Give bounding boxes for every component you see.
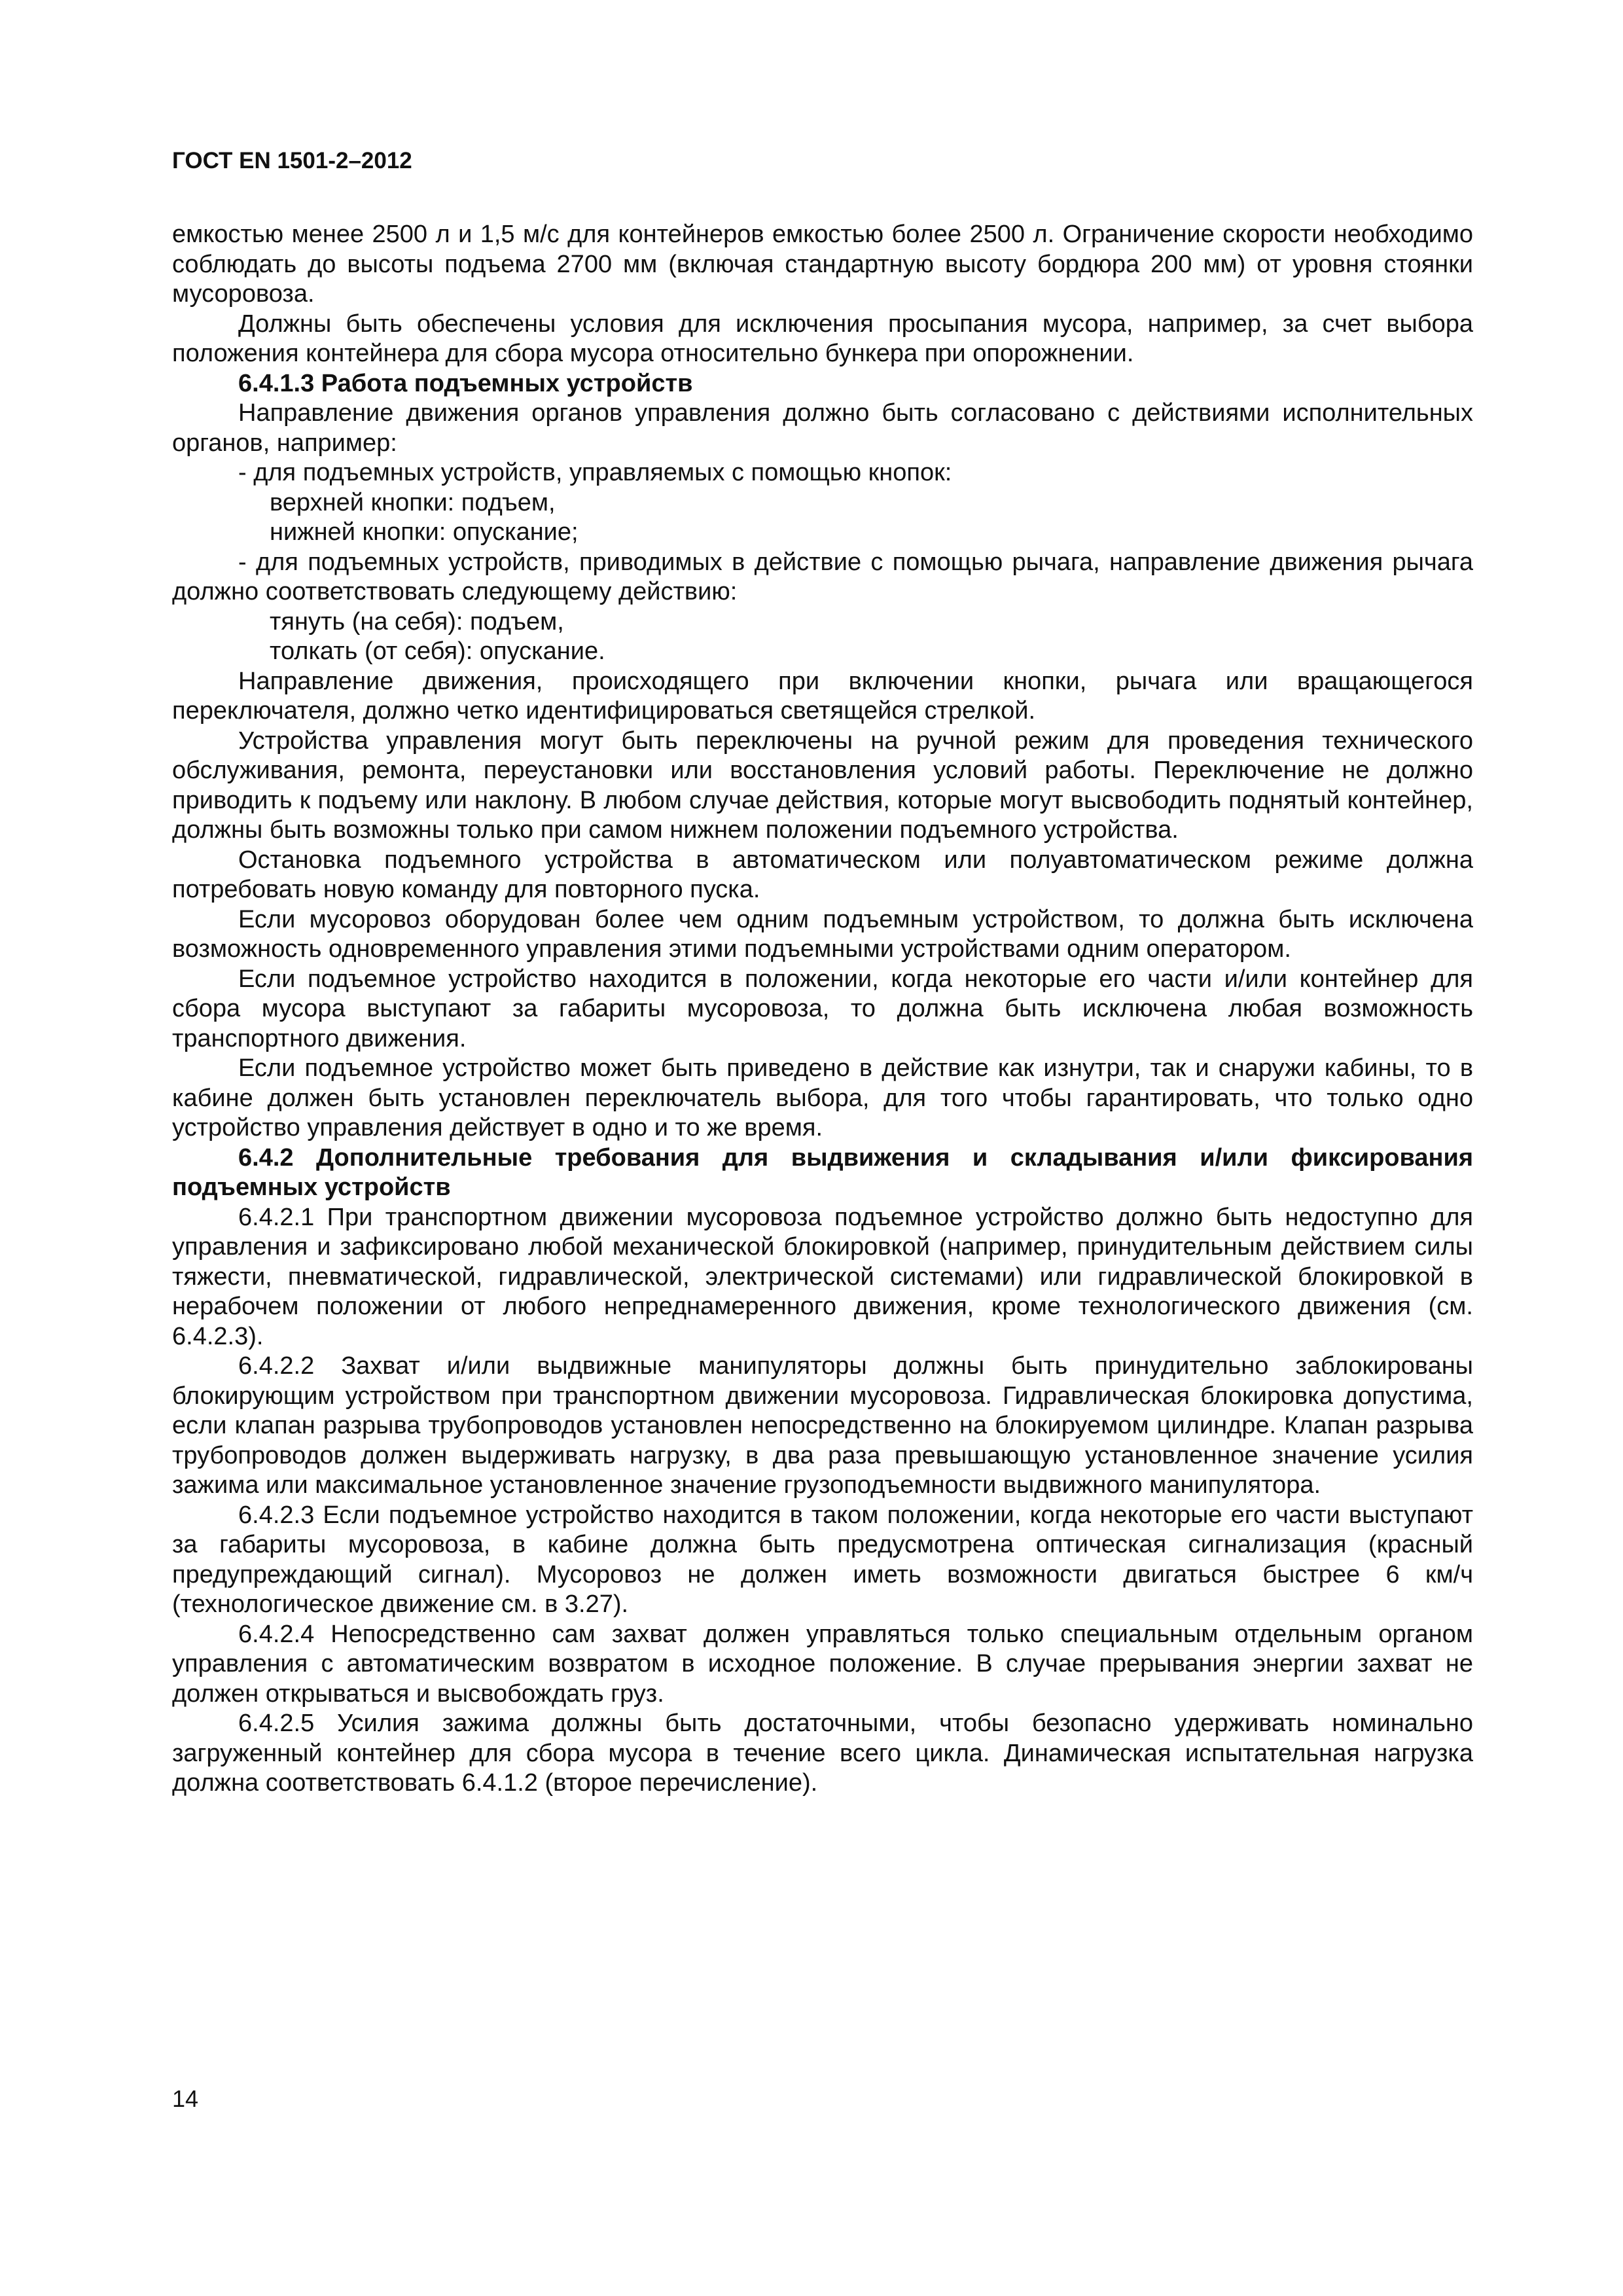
list-item: - для подъемных устройств, управляемых с помощью кнопок: [238, 459, 952, 486]
paragraph: Устройства управления могут быть переключены на ручной режим для проведения технического обслуживания, ремонта, переустановки или восстановления условий работы. Переключение не должно приводить к подъему или наклону. В любом случае действия, которые могут высвободить поднятый контейнер, должны быть возможны только при самом нижнем положении подъемного устройства. [172, 726, 1473, 844]
document-body [172, 220, 1473, 1799]
paragraph: 6.4.2.3 Если подъемное устройство находится в таком положении, когда некоторые его части выступают за габариты мусоровоза, в кабине должна быть предусмотрена оптическая сигнализация (красный предупреждающий сигнал). Мусоровоз не должен иметь возможности двигаться быстрее 6 км/ч (технологическое движение см. в 3.27). [172, 1501, 1473, 1618]
paragraph: Если мусоровоз оборудован более чем одним подъемным устройством, то должна быть исключена возможность одновременного управления этими подъемными устройствами одним оператором. [172, 905, 1473, 963]
list-sub-item: тянуть (на себя): подъем, [270, 607, 564, 636]
list-sub-item: толкать (от себя): опускание. [270, 637, 605, 665]
paragraph-continuation: емкостью менее 2500 л и 1,5 м/с для контейнеров емкостью более 2500 л. Ограничение скорости необходимо соблюдать до высоты подъема 2700 мм (включая стандартную высоту бордюра 200 мм) от уровня стоянки мусоровоза. [172, 221, 1473, 308]
section-heading-6-4-2: 6.4.2 Дополнительные требования для выдвижения и складывания и/или фиксирования подъемных устройств [172, 1143, 1473, 1201]
paragraph: Направление движения, происходящего при включении кнопки, рычага или вращающегося переключателя, должно четко идентифицироваться светящейся стрелкой. [172, 667, 1473, 725]
paragraph: 6.4.2.5 Усилия зажима должны быть достаточными, чтобы безопасно удерживать номинально загруженный контейнер для сбора мусора в течение всего цикла. Динамическая испытательная нагрузка должна соответствовать 6.4.1.2 (второе перечисление). [172, 1710, 1473, 1797]
section-heading-6-4-1-3: 6.4.1.3 Работа подъемных устройств [238, 369, 693, 397]
paragraph: 6.4.2.4 Непосредственно сам захват должен управляться только специальным отдельным органом управления с автоматическим возвратом в исходное положение. В случае прерывания энергии захват не должен открываться и высвобождать груз. [172, 1620, 1473, 1708]
paragraph: 6.4.2.2 Захват и/или выдвижные манипуляторы должны быть принудительно заблокированы блокирующим устройством при транспортном движении мусоровоза. Гидравлическая блокировка допустима, если клапан разрыва трубопроводов установлен непосредственно на блокируемом цилиндре. Клапан разрыва трубопроводов должен выдерживать нагрузку, в два раза превышающую установленное значение усилия зажима или максимальное установленное значение грузоподъемности выдвижного манипулятора. [172, 1352, 1473, 1499]
paragraph: Остановка подъемного устройства в автоматическом или полуавтоматическом режиме должна потребовать новую команду для повторного пуска. [172, 846, 1473, 903]
paragraph: 6.4.2.1 При транспортном движении мусоровоза подъемное устройство должно быть недоступно для управления и зафиксировано любой механической блокировкой (например, принудительным действием силы тяжести, пневматической, гидравлической, электрической системами) или гидравлической блокировкой в нерабочем положении от любого непреднамеренного движения, кроме технологического движения (см. 6.4.2.3). [172, 1203, 1473, 1350]
list-item: - для подъемных устройств, приводимых в действие с помощью рычага, направление движения рычага должно соответствовать следующему действию: [172, 548, 1473, 605]
paragraph: Если подъемное устройство находится в положении, когда некоторые его части и/или контейнер для сбора мусора выступают за габариты мусоровоза, то должна быть исключена любая возможность транспортного движения. [172, 965, 1473, 1052]
document-header: ГОСТ EN 1501-2–2012 [172, 148, 412, 173]
paragraph: Должны быть обеспечены условия для исключения просыпания мусора, например, за счет выбора положения контейнера для сбора мусора относительно бункера при опорожнении. [172, 310, 1473, 367]
list-sub-item: верхней кнопки: подъем, [270, 488, 556, 516]
paragraph: Направление движения органов управления должно быть согласовано с действиями исполнительных органов, например: [172, 399, 1473, 457]
page-number: 14 [172, 2085, 199, 2112]
list-sub-item: нижней кнопки: опускание; [270, 518, 579, 546]
paragraph: Если подъемное устройство может быть приведено в действие как изнутри, так и снаружи кабины, то в кабине должен быть установлен переключатель выбора, для того чтобы гарантировать, что только одно устройство управления действует в одно и то же время. [172, 1054, 1473, 1141]
